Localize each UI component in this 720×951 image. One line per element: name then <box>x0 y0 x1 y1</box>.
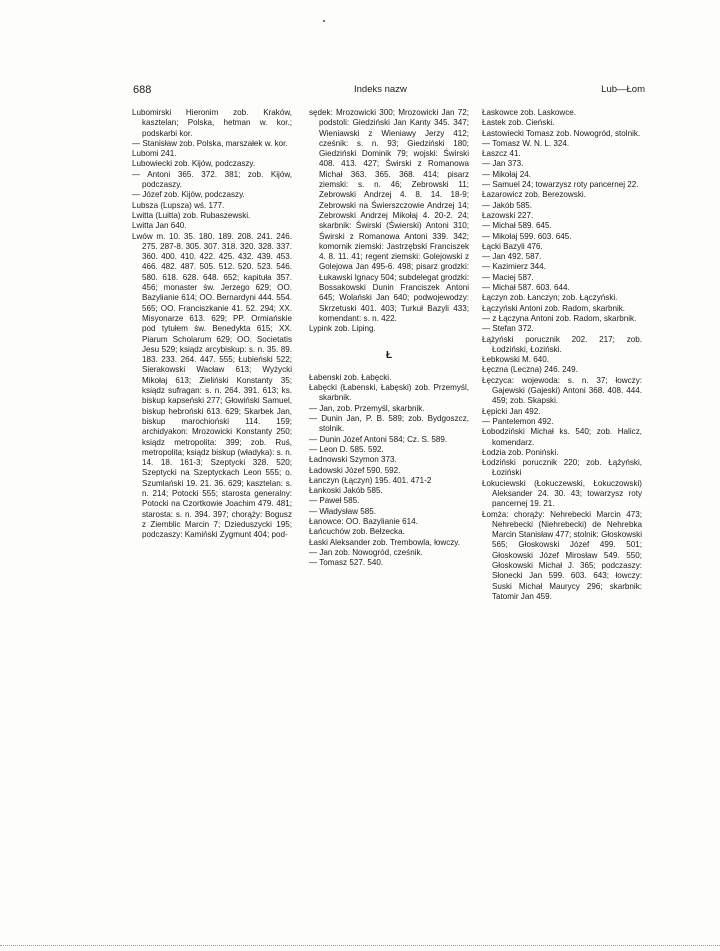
index-entry: Lubsza (Lupsza) wś. 177. <box>132 200 225 210</box>
index-entry: — Jan zob. Nowogród, cześnik. <box>309 547 423 557</box>
index-entry: — Samuel 24; towarzysz roty pancernej 22. <box>482 180 639 190</box>
index-entry: Łazowski 227. <box>482 210 534 220</box>
page-number: 688 <box>133 84 152 96</box>
index-entry: Łobodziński Michał ks. 540; zob. Halicz, komendarz. <box>482 427 642 447</box>
index-entry: — Michał 587. 603. 644. <box>482 283 570 293</box>
index-entry: Łastek zob. Cieński. <box>482 118 555 128</box>
index-entry: — Mikołaj 24. <box>482 169 532 179</box>
index-entry: Łączyn zob. Łanczyn; zob. Łączyński. <box>482 293 618 303</box>
index-entry: — Dunin Jan, P. B. 589; zob. Bydgoszcz, stolnik. <box>309 414 469 434</box>
index-entry: Łomża: chorąży: Nehrebecki Marcin 473; Nehrebecki (Niehrebecki) de Nehrebka Marcin Stanisław 477; stolnik: Głoskowski 565; Głoskowski Józef 499. 501; Głoskowski Józef Mirosław 549. 550; Głoskowski Michał J. 365; podczaszy: Słonecki Jan 599. 603. 643; łowczy: Suski Michał Maurycy 296; skarbnik: Tatomir Jan 459. <box>482 509 642 601</box>
index-entry: — Pantelemon 492. <box>482 416 554 426</box>
index-entry: — Władysław 585. <box>309 506 377 516</box>
index-entry: — Maciej 587. <box>482 272 534 282</box>
index-entry: Łaskowce zob. Laskowce. <box>482 108 577 117</box>
index-column-1 <box>132 108 292 540</box>
index-entry: Lubomirski Hieronim zob. Kraków, kasztelan; Polska, hetman w. kor.; podskarbi kor. <box>132 108 292 138</box>
index-entry: Łankoski Jakób 585. <box>309 486 383 496</box>
index-entry: — Jakób 585. <box>482 200 532 210</box>
running-title: Indeks nazw <box>354 84 407 95</box>
index-entry: — Antoni 365. 372. 381; zob. Kijów, podczaszy. <box>132 169 292 190</box>
index-entry: Łępicki Jan 492. <box>482 406 541 416</box>
index-entry: Łącki Bazyli 476. <box>482 241 543 251</box>
index-entry: — Paweł 585. <box>309 496 360 506</box>
entry-range: Lub—Łom <box>601 84 645 95</box>
index-column-2 <box>309 108 469 568</box>
index-entry: — Józef zob. Kijów, podczaszy. <box>132 190 245 200</box>
index-entry: sędek: Mrozowicki 300; Mrozowicki Jan 72; podstoli: Giedziński Jan Kanty 345. 347; Wieniawski z Wieniawy Jerzy 412; cześnik: s. n. 93; Giedziński 180; Giedziński Dominik 79; wojski: Świrski 408. 413. 427; Świrski z Romanowa Michał 363. 365. 368. 414; pisarz ziemski: s. n. 46; Zebrowski 11; Zebrowski Andrzej 4. 8. 14. 18-9; Zebrowski na Świerszczowie Andrzej 14; Zebrowski Andrzej Mikołaj 4. 20-2. 24; skarbnik: Świrski (Świerski) Antoni 310; Świrski z Romanowa Antoni 339. 342; komornik ziemski: Jastrzębski Franciszek 4. 8. 11. 41; regent ziemski: Golejowski z Golejowa Jan 495-6. 498; pisarz grodzki: Łukawski Ignacy 504; subdelegat grodzki: Bossakowski Dunin Franciszek Antoni 645; Wolański Jan 640; podwojewodzy: Skrzetuski 401. 403; Turkuł Bazyli 433; komendant: s. n. 422. <box>309 108 469 323</box>
index-entry: Lwów m. 10. 35. 180. 189. 208. 241. 246. 275. 287-8. 305. 307. 318. 320. 328. 337. 360. 400. 410. 422. 425. 432. 439. 453. 466. 482. 487. 505. 512. 520. 523. 546. 580. 618. 628. 648. 652; kapituła 357. 456; monaster św. Jerzego 629; OO. Bazylianie 614; OO. Bernardyni 444. 554. 565; OO. Franciszkanie 41. 52. 294; XX. Misyonarze 613. 629; PP. Ormiańskie pod tytułem św. Benedykta 615; XX. Piarum Scholarum 629; OO. Societatis Jesu 529; ksiądz arcybiskup: s. n. 35. 89. 183. 233. 264. 447. 555; Łubieński 522; Sierakowski Wacław 613; Wyżycki Mikołaj 613; Zieliński Konstanty 35; ksiądz sufragan: s. n. 264. 391. 613; ks. biskup kapseński 277; Głowiński Samuel, biskup hebroński 613. 629; Skarbek Jan, biskup marochioński 114. 159; archidyakon: Mrozowicki Konstanty 250; ksiądz metropolita: 399; zob. Ruś, metropolita; ksiądz biskup (władyka): s. n. 14. 18. 161-3; Szeptycki 328. 520; Szeptycki na Szeptyckach Leon 555; o. Szumlański 19. 21. 36. 629; kasztelan: s. n. 214; Potocki 555; starosta generalny: Potocki na Czortkowie Joachim 479. 481; starosta: s. n. 394. 397; chorąży: Bogusz z Ziemblic Marcin 7; Dzieduszycki 195; podczaszy: Kamiński Zygmunt 404; pod- <box>132 231 292 540</box>
index-entry: — Dunin Józef Antoni 584; Cz. S. 589. <box>309 434 448 444</box>
index-entry: Lwitta Jan 640. <box>132 221 187 231</box>
index-entry: Łokuciewski (Łokuczewski, Łokuczowski) Aleksander 24. 30. 43; towarzysz roty pancernej 19. 21. <box>482 478 642 509</box>
page-header <box>133 84 645 98</box>
index-entry: Łączyński Antoni zob. Radom, skarbnik. <box>482 303 626 313</box>
index-entry: — Michał 589. 645. <box>482 221 552 231</box>
index-entry: Ładnowski Szymon 373. <box>309 455 397 465</box>
index-entry: Łastowiecki Tomasz zob. Nowogród, stolnik. <box>482 128 641 138</box>
index-entry: Łabenski zob. Łabęcki. <box>309 372 392 382</box>
index-entry: Łęczna (Leczna) 246. 249. <box>482 365 578 375</box>
index-entry: Lubowiecki zob. Kijów, podczaszy. <box>132 159 256 169</box>
index-entry: Ładowski Józef 590. 592. <box>309 465 401 475</box>
index-entry: — Leon D. 585. 592. <box>309 444 384 454</box>
index-entry: Lwitta (Luitta) zob. Rubaszewski. <box>132 210 251 220</box>
index-entry: — Tomasz 527. 540. <box>309 558 384 568</box>
index-entry: Łaski Aleksander zob. Trembowla, łowczy. <box>309 537 460 547</box>
index-entry: Łanczyn (Łączyn) 195. 401. 471-2 <box>309 475 432 485</box>
index-entry: — Kazimierz 344. <box>482 262 546 272</box>
index-entry: Łańcuchów zob. Bełzecka. <box>309 527 405 537</box>
index-entry: — z Łączyna Antoni zob. Radom, skarbnik. <box>482 313 637 323</box>
index-entry: — Jan 373. <box>482 159 524 169</box>
index-column-3 <box>482 108 642 602</box>
scan-dot-mark <box>323 20 325 22</box>
index-entry: Łazarowicz zob. Berezowski. <box>482 190 586 200</box>
index-entry: Łaszcz 41. <box>482 149 521 159</box>
index-entry: — Jan 492. 587. <box>482 252 542 262</box>
index-entry: Lubomi 241. <box>132 149 177 159</box>
index-entry: — Stanisław zob. Polska, marszałek w. kor. <box>132 138 288 148</box>
index-entry: Łodziński porucznik 220; zob. Łążyński, Łoziński <box>482 458 642 478</box>
index-entry: — Jan, zob. Przemyśl, skarbnik. <box>309 403 425 413</box>
index-entry: Lypink zob. Liping. <box>309 324 376 334</box>
index-entry: — Stefan 372. <box>482 324 534 334</box>
index-entry: Łążyński porucznik 202. 217; zob. Łodziński, Łoziński. <box>482 334 642 354</box>
index-entry: Łodzia zob. Poniński. <box>482 447 559 457</box>
page-bottom-rule <box>0 945 720 946</box>
index-entry: Łabęcki (Łabenski, Łabęski) zob. Przemyśl, skarbnik. <box>309 383 469 403</box>
index-entry: — Tomasz W. N. L. 324. <box>482 138 570 148</box>
index-entry: Łebkowski M. 640. <box>482 355 550 365</box>
index-entry: Łanowce: OO. Bazylianie 614. <box>309 516 418 526</box>
index-entry: Łęczyca: wojewoda: s. n. 37; łowczy: Gajewski (Gajeski) Antoni 368. 408. 444. 459; zob. Skapski. <box>482 375 642 406</box>
section-letter: Ł <box>385 349 393 361</box>
index-entry: — Mikołaj 599. 603. 645. <box>482 231 572 241</box>
